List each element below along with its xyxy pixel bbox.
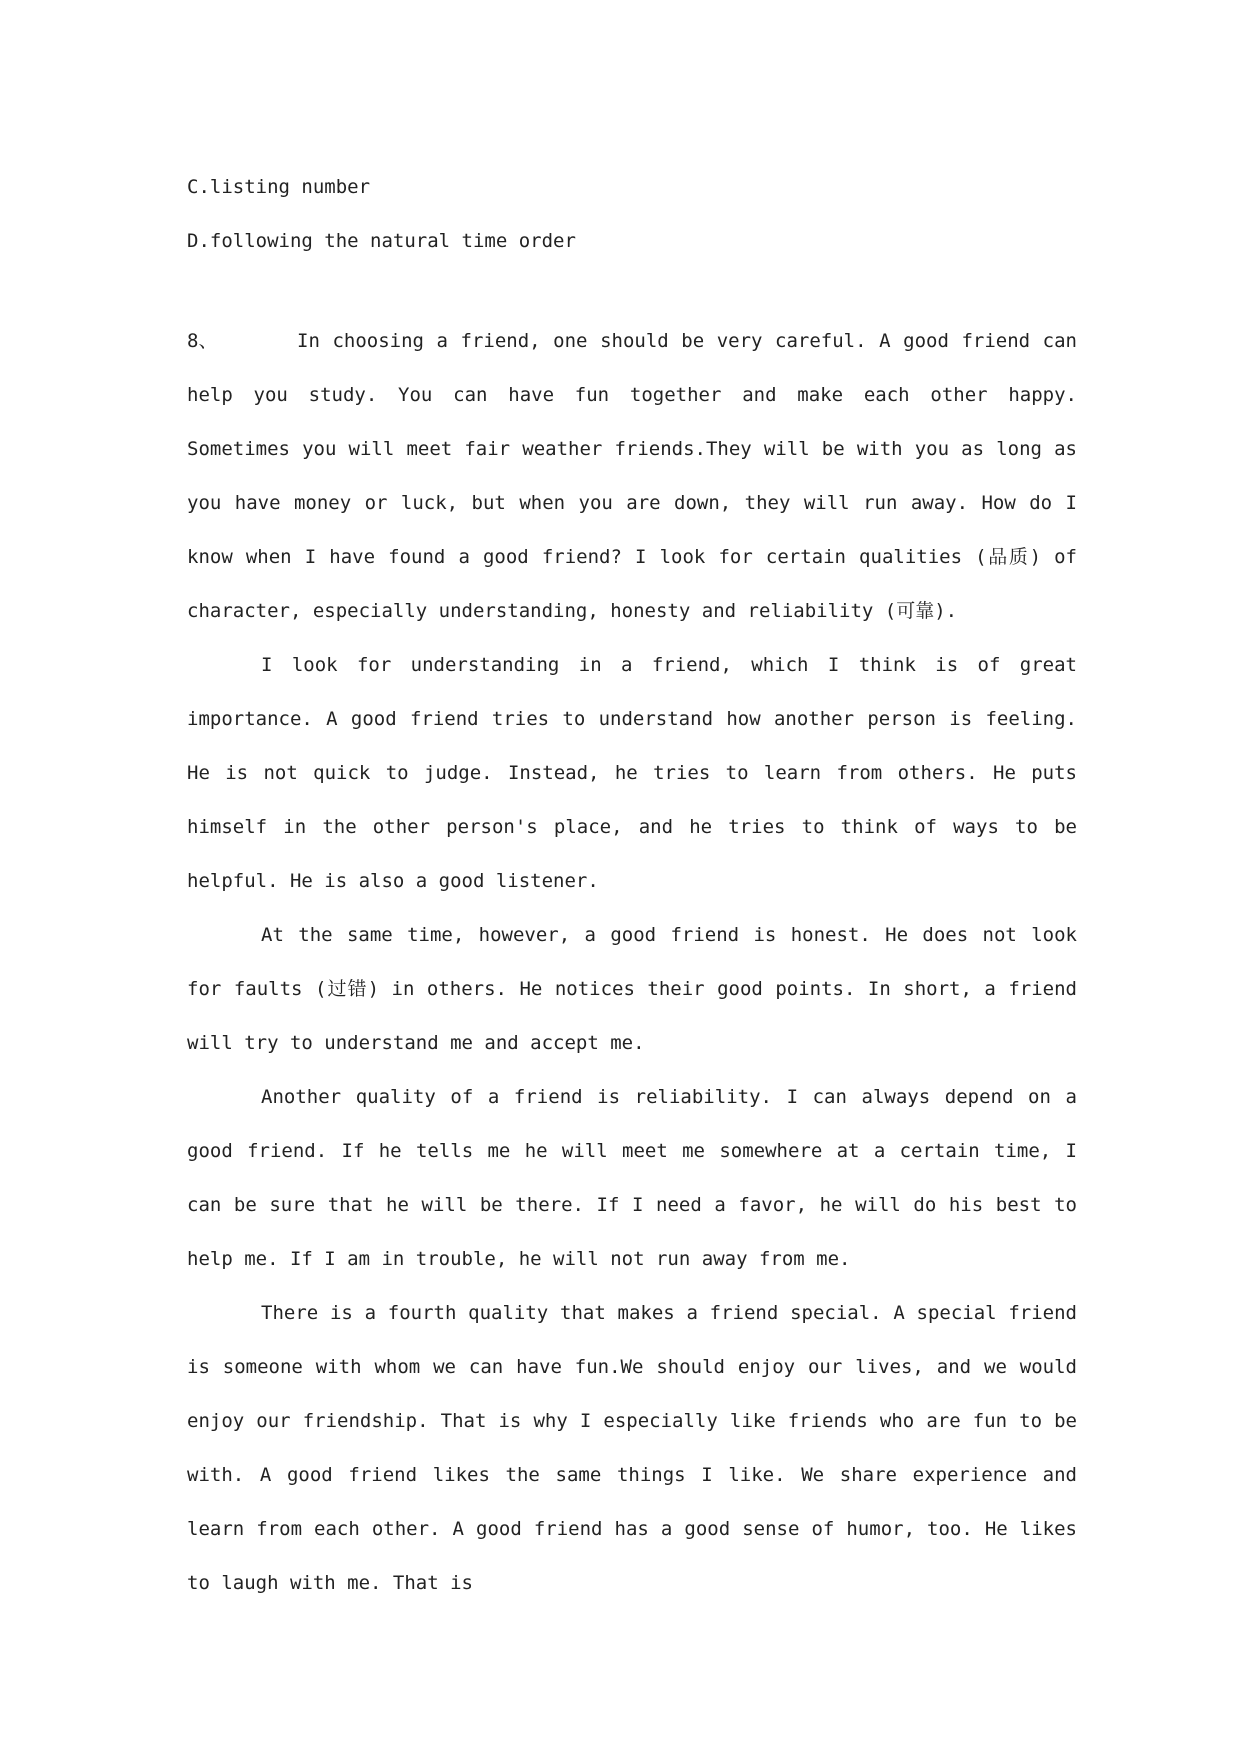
document-content bbox=[187, 160, 1077, 1610]
paragraph-text: In choosing a friend, one should be very careful. A good friend can help you study. You can have fun together and make each other happy. Sometimes you will meet fair weather friends.They will be with you as long as you have money or luck, but when you are down, they will run away. How do I know when I have found a good friend? I look for certain qualities (品质) of character, especially understanding, honesty and reliability (可靠). bbox=[187, 330, 1077, 622]
option-c: C.listing number bbox=[187, 176, 371, 198]
spacer bbox=[187, 268, 1077, 314]
question-8-paragraph-4: Another quality of a friend is reliability. I can always depend on a good friend. If he tells me he will meet me somewhere at a certain time, I can be sure that he will be there. If I need a favor, he will do his best to help me. If I am in trouble, he will not run away from me. bbox=[187, 1086, 1077, 1270]
question-number: 8、 bbox=[187, 330, 218, 352]
option-d: D.following the natural time order bbox=[187, 230, 576, 252]
question-8-paragraph-3: At the same time, however, a good friend is honest. He does not look for faults (过错) in others. He notices their good points. In short, a friend will try to understand me and accept me. bbox=[187, 924, 1077, 1054]
question-8-paragraph-1 bbox=[187, 314, 1077, 638]
question-8-paragraph-2: I look for understanding in a friend, which I think is of great importance. A good friend tries to understand how another person is feeling. He is not quick to judge. Instead, he tries to learn from others. He puts himself in the other person's place, and he tries to think of ways to be helpful. He is also a good listener. bbox=[187, 654, 1077, 892]
question-8-paragraph-5: There is a fourth quality that makes a friend special. A special friend is someone with whom we can have fun.We should enjoy our lives, and we would enjoy our friendship. That is why I especially like friends who are fun to be with. A good friend likes the same things I like. We share experience and learn from each other. A good friend has a good sense of humor, too. He likes to laugh with me. That is bbox=[187, 1302, 1077, 1594]
